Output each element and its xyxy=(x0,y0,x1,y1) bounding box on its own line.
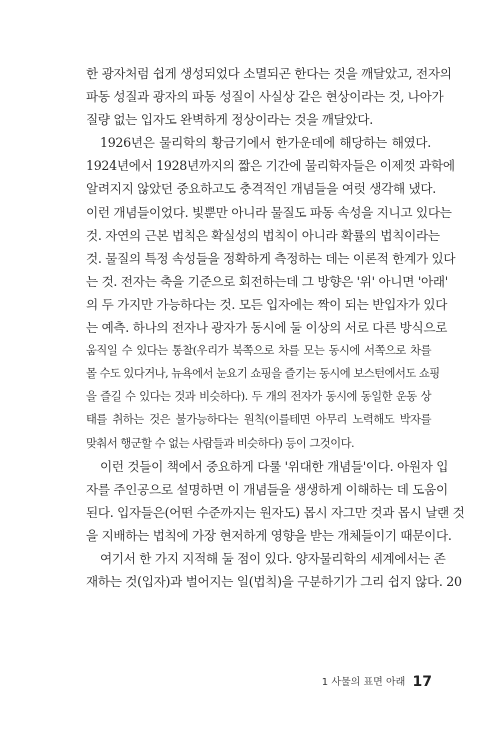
paragraph xyxy=(86,131,456,454)
text-line: 몰 수도 있다거나, 뉴욕에서 눈요기 쇼핑을 즐기는 동시에 보스턴에서도 쇼핑 xyxy=(86,367,440,381)
text-line: 이런 개념들이었다. 빛뿐만 아니라 물질도 파동 속성을 지니고 있다는 xyxy=(86,204,452,220)
text-line: 여기서 한 가지 지적해 둘 점이 있다. 양자물리학의 세계에서는 존 xyxy=(100,550,446,566)
text-line: 의 두 가지만 가능하다는 것. 모든 입자에는 짝이 되는 반입자가 있다 xyxy=(86,296,448,312)
page-footer xyxy=(322,673,432,690)
body-text xyxy=(86,62,465,593)
running-chapter-title: 1 사물의 표면 아래 xyxy=(321,677,406,688)
text-line: 한 광자처럼 쉽게 생성되었다 소멸되곤 한다는 것을 깨달았고, 전자의 xyxy=(86,66,452,81)
text-line: 는 것. 전자는 축을 기준으로 회전하는데 그 방향은 '위' 아니면 '아래' xyxy=(86,273,448,289)
text-line: 자를 주인공으로 설명하면 이 개념들을 생생하게 이해하는 데 도움이 xyxy=(86,481,448,497)
text-line: 맞춰서 행군할 수 없는 사람들과 비슷하다) 등이 그것이다. xyxy=(86,436,355,450)
text-line: 을 즐길 수 있다는 것과 비슷하다). 두 개의 전자가 동시에 동일한 운동 상 xyxy=(86,390,431,404)
text-line: 을 지배하는 법칙에 가장 현저하게 영향을 받는 개체들이기 때문이다. xyxy=(86,527,452,543)
text-line: 재하는 것(입자)과 벌어지는 일(법칙)을 구분하기가 그리 쉽지 않다. 20 xyxy=(86,574,462,590)
text-line: 알려지지 않았던 중요하고도 충격적인 개념들을 여럿 생각해 냈다. xyxy=(86,181,436,197)
text-line: 질량 없는 입자도 완벽하게 정상이라는 것을 깨달았다. xyxy=(86,112,373,128)
text-line: 움직일 수 있다는 통찰(우리가 북쪽으로 차를 모는 동시에 서쪽으로 차를 xyxy=(86,344,431,358)
text-line: 된다. 입자들은(어떤 수준까지는 원자도) 몹시 자그만 것과 몹시 날랜 것 xyxy=(86,504,465,520)
text-line: 이런 것들이 책에서 중요하게 다룰 '위대한 개념들'이다. 아원자 입 xyxy=(100,458,449,474)
paragraph xyxy=(86,547,462,593)
text-line: 파동 성질과 광자의 파동 성질이 사실상 같은 현상이라는 것, 나아가 xyxy=(86,89,444,105)
text-line: 1924년에서 1928년까지의 짧은 기간에 물리학자들은 이제껏 과학에 xyxy=(86,158,455,174)
text-line: 것. 자연의 근본 법칙은 확실성의 법칙이 아니라 확률의 법칙이라는 xyxy=(86,227,440,243)
text-line: 1926년은 물리학의 황금기에서 한가운데에 해당하는 해였다. xyxy=(100,135,431,151)
paragraph xyxy=(86,62,452,131)
text-line: 것. 물질의 특정 속성들을 정확하게 측정하는 데는 이론적 한계가 있다 xyxy=(86,250,456,266)
text-line: 는 예측. 하나의 전자나 광자가 동시에 둘 이상의 서로 다른 방식으로 xyxy=(86,320,448,336)
paragraph xyxy=(86,455,465,547)
text-line: 태를 취하는 것은 불가능하다는 원칙(이를테면 아무리 노력해도 박자를 xyxy=(86,413,431,427)
page-number: 17 xyxy=(412,674,432,690)
